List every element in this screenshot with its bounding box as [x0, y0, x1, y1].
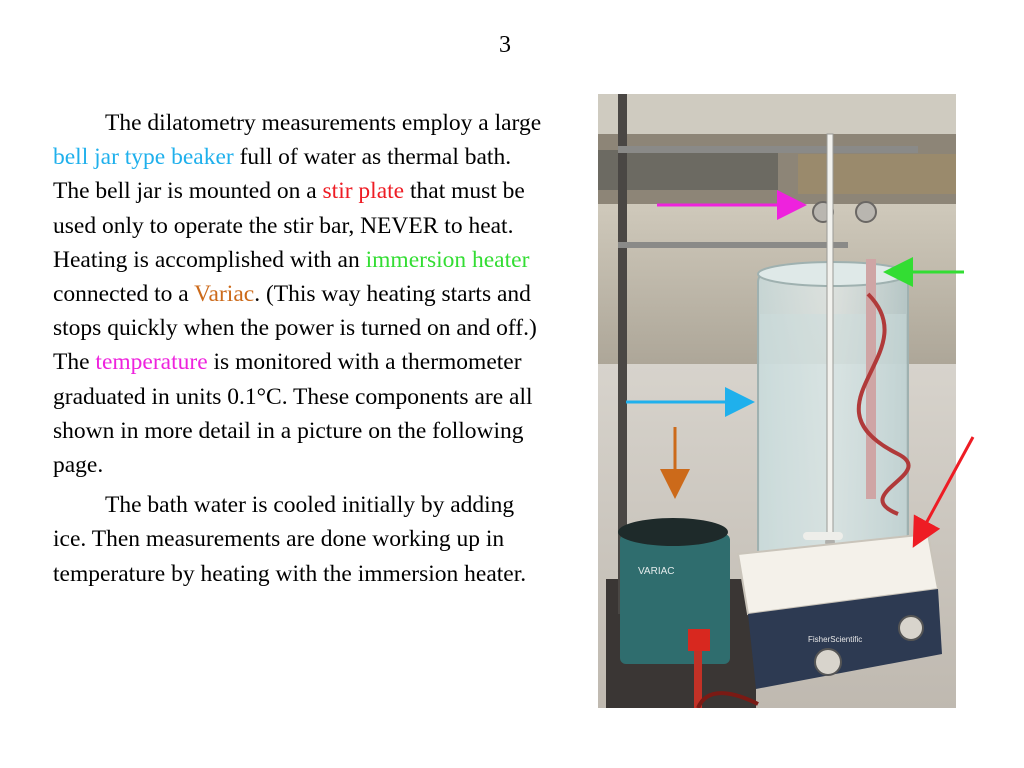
- clamp-rod-middle: [618, 242, 848, 248]
- bell-jar-term: bell jar type beaker: [53, 144, 234, 171]
- text-segment: full of water as thermal bath. The bell jar is mounted on a: [53, 144, 512, 205]
- stir-plate-knob: [815, 649, 841, 675]
- text-segment: that must be used only to operate the stir bar, NEVER to heat. Heating is accomplished with an: [53, 178, 525, 273]
- apparatus-photo: [598, 94, 956, 708]
- variac-plug: [688, 629, 710, 651]
- stir-bar: [803, 532, 843, 540]
- temperature-term: temperature: [95, 349, 208, 376]
- thermometer: [827, 134, 833, 544]
- variac-term: Variac: [194, 281, 255, 308]
- page-number: 3: [499, 32, 511, 58]
- paragraph-2: [53, 488, 543, 591]
- variac-label: VARIAC: [638, 566, 675, 577]
- clamp-rod-top: [618, 146, 918, 153]
- text-segment: is monitored with a thermometer graduated in units 0.1°C. These components are all shown in more detail in a picture on the following page.: [53, 349, 533, 479]
- text-segment: The dilatometry measurements employ a large: [105, 110, 542, 136]
- immersion-heater-term: immersion heater: [365, 246, 530, 273]
- text-block: [53, 106, 543, 597]
- paragraph-1: [53, 106, 543, 482]
- variac-body: [620, 534, 730, 664]
- stir-plate-brand: FisherScientific: [808, 635, 863, 644]
- text-segment: . (This way heating starts and stops quickly when the power is turned on and off.) The: [53, 281, 537, 376]
- text-segment: The bath water is cooled initially by adding ice. Then measurements are done working up in temperature by heating with the immersion heater.: [53, 492, 527, 587]
- text-segment: connected to a: [53, 281, 195, 308]
- stir-plate-knob: [899, 616, 923, 640]
- stir-plate-term: stir plate: [322, 178, 405, 205]
